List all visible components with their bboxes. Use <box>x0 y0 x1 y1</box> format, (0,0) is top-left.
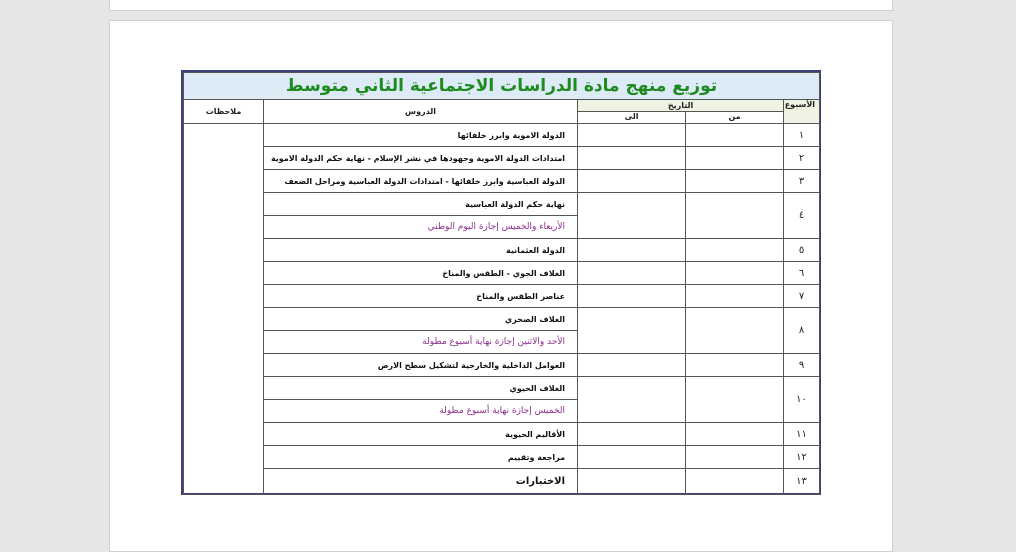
date-from-cell <box>686 239 784 262</box>
week-number: ٣ <box>784 170 820 193</box>
date-to-cell <box>578 469 686 495</box>
header-to: الى <box>578 112 686 124</box>
date-to-cell <box>578 170 686 193</box>
date-from-cell <box>686 423 784 446</box>
table-row <box>184 147 820 170</box>
holiday-note: الخميس إجازة نهاية أسبوع مطولة <box>264 400 578 423</box>
date-from-cell <box>686 262 784 285</box>
holiday-note: الأحد والاثنين إجازة نهاية أسبوع مطولة <box>264 331 578 354</box>
date-to-cell <box>578 446 686 469</box>
header-lessons: الدروس <box>264 100 578 124</box>
date-from-cell <box>686 147 784 170</box>
date-to-cell <box>578 308 686 354</box>
lesson-cell: الاختبارات <box>264 469 578 495</box>
date-from-cell <box>686 377 784 423</box>
curriculum-table <box>183 72 820 495</box>
date-from-cell <box>686 193 784 239</box>
header-from: من <box>686 112 784 124</box>
table-row <box>184 377 820 400</box>
week-number: ٦ <box>784 262 820 285</box>
holiday-note: الأربعاء والخميس إجازة اليوم الوطني <box>264 216 578 239</box>
table-row <box>184 239 820 262</box>
week-number: ١ <box>784 124 820 147</box>
notes-cell <box>184 124 264 495</box>
week-number: ١١ <box>784 423 820 446</box>
lesson-cell: الدولة العباسية وابرز خلفائها - امتدادات الدولة العباسية ومراحل الضعف <box>264 170 578 193</box>
lesson-cell: الدولة الاموية وابرز خلفائها <box>264 124 578 147</box>
date-from-cell <box>686 354 784 377</box>
curriculum-table-frame <box>181 70 821 495</box>
table-row <box>184 469 820 495</box>
week-number: ٢ <box>784 147 820 170</box>
lesson-cell: الغلاف الصخري <box>264 308 578 331</box>
date-from-cell <box>686 469 784 495</box>
week-number: ٤ <box>784 193 820 239</box>
table-row <box>184 446 820 469</box>
week-number: ٩ <box>784 354 820 377</box>
date-to-cell <box>578 285 686 308</box>
week-number: ٥ <box>784 239 820 262</box>
date-to-cell <box>578 423 686 446</box>
date-to-cell <box>578 147 686 170</box>
table-row <box>184 285 820 308</box>
week-number: ٨ <box>784 308 820 354</box>
date-to-cell <box>578 354 686 377</box>
lesson-cell: نهاية حكم الدولة العباسية <box>264 193 578 216</box>
table-title: توزيع منهج مادة الدراسات الاجتماعية الثاني متوسط <box>184 73 820 100</box>
table-row <box>184 124 820 147</box>
date-to-cell <box>578 377 686 423</box>
date-from-cell <box>686 446 784 469</box>
date-from-cell <box>686 308 784 354</box>
date-from-cell <box>686 124 784 147</box>
table-row <box>184 262 820 285</box>
lesson-cell: مراجعة وتقييم <box>264 446 578 469</box>
lesson-cell: الدولة العثمانية <box>264 239 578 262</box>
lesson-cell: العوامل الداخلية والخارجية لتشكيل سطح الارض <box>264 354 578 377</box>
document-page <box>109 20 893 552</box>
table-row <box>184 354 820 377</box>
lesson-cell: عناصر الطقس والمناخ <box>264 285 578 308</box>
week-number: ١٢ <box>784 446 820 469</box>
table-row <box>184 193 820 216</box>
table-row <box>184 170 820 193</box>
date-to-cell <box>578 262 686 285</box>
header-notes: ملاحظات <box>184 100 264 124</box>
week-number: ١٠ <box>784 377 820 423</box>
date-from-cell <box>686 170 784 193</box>
table-row <box>184 308 820 331</box>
previous-page <box>109 0 893 11</box>
lesson-cell: الأقاليم الحيوية <box>264 423 578 446</box>
date-to-cell <box>578 124 686 147</box>
lesson-cell: الغلاف الحيوي <box>264 377 578 400</box>
table-row <box>184 423 820 446</box>
lesson-cell: الغلاف الجوي - الطقس والمناخ <box>264 262 578 285</box>
week-number: ٧ <box>784 285 820 308</box>
lesson-cell: امتدادات الدولة الاموية وجهودها في نشر الإسلام - نهاية حكم الدولة الاموية <box>264 147 578 170</box>
date-to-cell <box>578 239 686 262</box>
header-week: الأسبوع <box>784 100 820 124</box>
header-date: التاريخ <box>578 100 784 112</box>
week-number: ١٣ <box>784 469 820 495</box>
date-to-cell <box>578 193 686 239</box>
date-from-cell <box>686 285 784 308</box>
